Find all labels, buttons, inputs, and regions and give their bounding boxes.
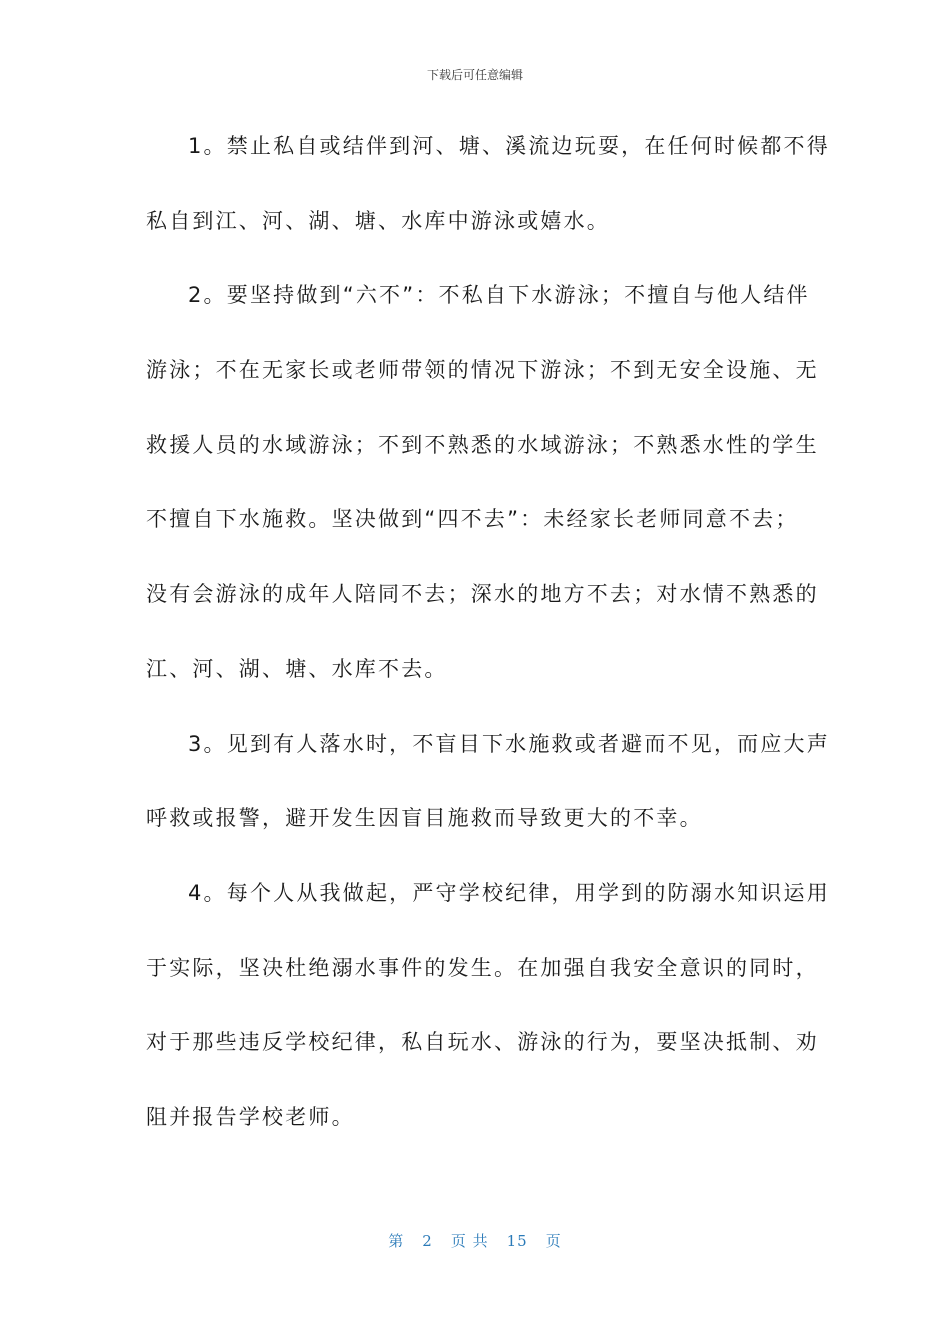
document-body <box>146 121 830 1167</box>
paragraph-2 <box>146 270 819 718</box>
text-line: 私自到江、河、湖、塘、水库中游泳或嬉水。 <box>146 208 610 233</box>
text-line: 4。每个人从我做起，严守学校纪律，用学到的防溺水知识运用 <box>188 880 830 905</box>
paragraph-1 <box>146 121 830 270</box>
text-line: 1。禁止私自或结伴到河、塘、溪流边玩耍，在任何时候都不得 <box>188 134 830 158</box>
page-label-suffix: 页 <box>545 1232 562 1250</box>
text-line: 呼救或报警，避开发生因盲目施救而导致更大的不幸。 <box>146 806 703 831</box>
page-label-middle: 页 共 <box>450 1232 489 1250</box>
text-line: 3。见到有人落水时，不盲目下水施救或者避而不见，而应大声 <box>188 731 830 756</box>
page-label-prefix: 第 <box>388 1232 405 1250</box>
text-line: 没有会游泳的成年人陪同不去；深水的地方不去；对水情不熟悉的 <box>146 582 819 607</box>
paragraph-3 <box>146 719 830 868</box>
text-line: 不擅自下水施救。坚决做到“四不去”：未经家长老师同意不去； <box>146 507 799 532</box>
paragraph-4 <box>146 868 830 1167</box>
text-line: 于实际，坚决杜绝溺水事件的发生。在加强自我安全意识的同时， <box>146 955 819 980</box>
text-line: 江、河、湖、塘、水库不去。 <box>146 656 448 681</box>
text-line: 对于那些违反学校纪律，私自玩水、游泳的行为，要坚决抵制、劝 <box>146 1030 819 1055</box>
current-page-number: 2 <box>422 1232 433 1250</box>
page-footer <box>0 1230 950 1251</box>
text-line: 阻并报告学校老师。 <box>146 1104 355 1129</box>
header-note: 下载后可任意编辑 <box>426 68 523 82</box>
text-line: 救援人员的水域游泳；不到不熟悉的水域游泳；不熟悉水性的学生 <box>146 432 819 457</box>
text-line: 2。要坚持做到“六不”：不私自下水游泳；不擅自与他人结伴 <box>188 283 810 308</box>
total-page-count: 15 <box>506 1232 528 1250</box>
text-line: 游泳；不在无家长或老师带领的情况下游泳；不到无安全设施、无 <box>146 358 819 383</box>
